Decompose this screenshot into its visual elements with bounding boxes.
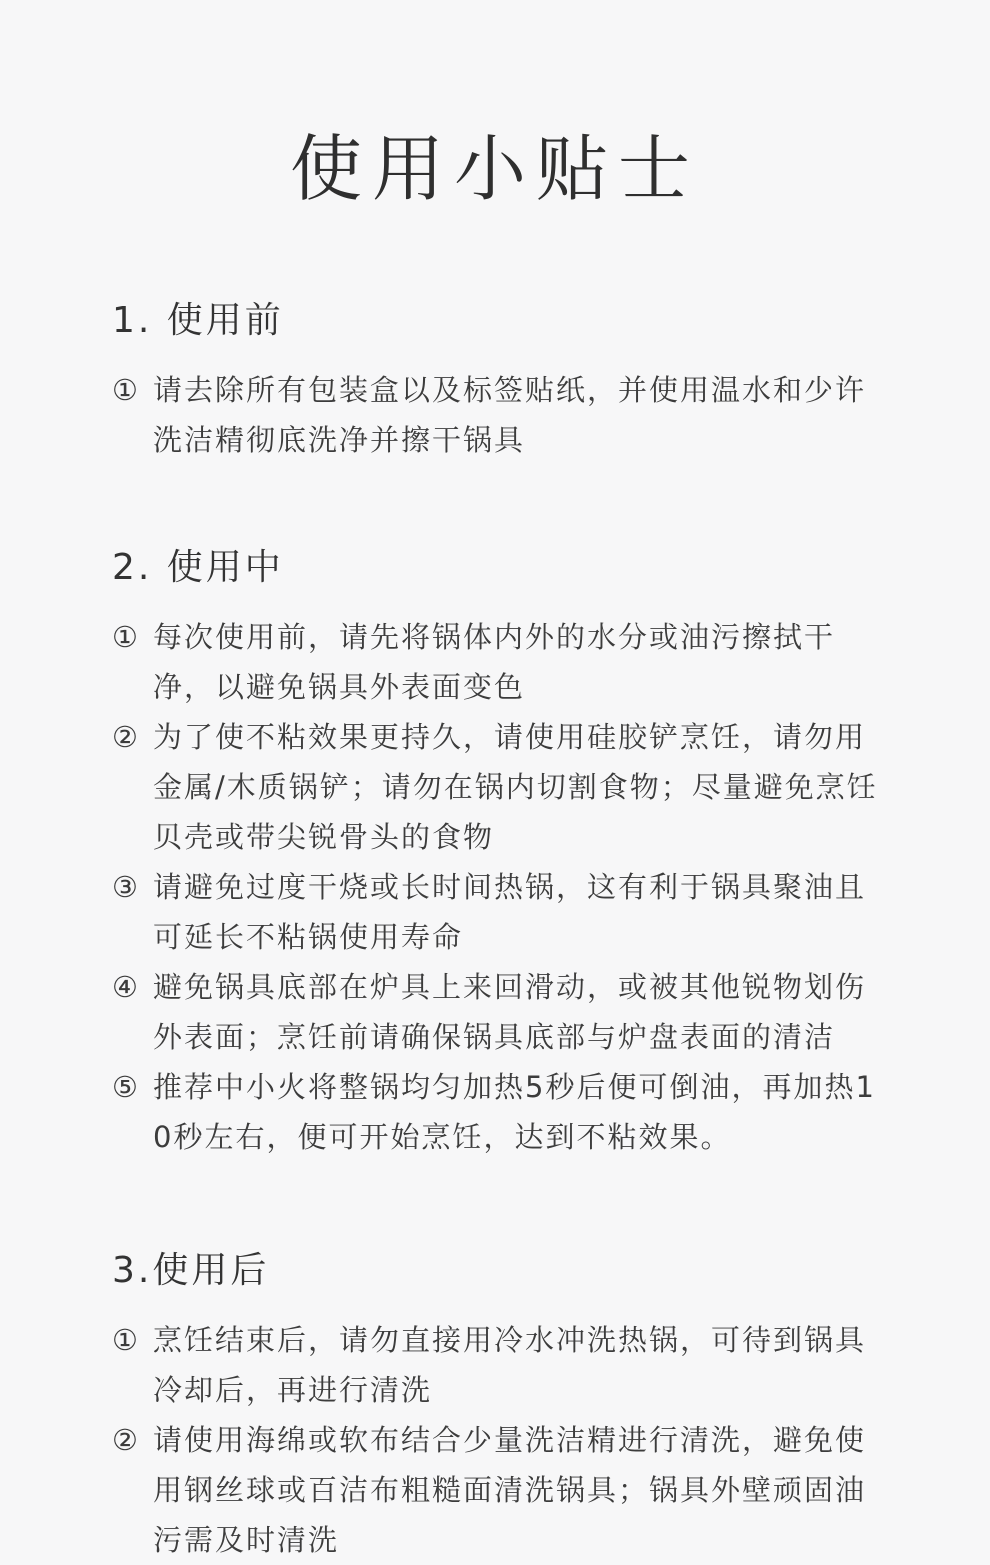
section-heading-after-use: 3.使用后 (112, 1250, 270, 1291)
item-number: ① (112, 373, 140, 407)
item-number: ② (112, 720, 140, 754)
item-text: 避免锅具底部在炉具上来回滑动，或被其他锐物划伤外表面；烹饪前请确保锅具底部与炉盘表面的清洁 (153, 970, 867, 1054)
list-item (112, 862, 892, 962)
item-text: 推荐中小火将整锅均匀加热5秒后便可倒油，再加热10秒左右，便可开始烹饪，达到不粘效果。 (153, 1070, 876, 1154)
item-text: 请使用海绵或软布结合少量洗洁精进行清洗，避免使用钢丝球或百洁布粗糙面清洗锅具；锅具外壁顽固油污需及时清洗 (153, 1423, 867, 1557)
list-item (112, 962, 892, 1062)
item-number: ② (112, 1423, 140, 1457)
item-number: ⑤ (112, 1070, 140, 1104)
list-item (112, 1062, 892, 1162)
item-number: ① (112, 620, 140, 654)
list-item (112, 365, 892, 465)
list-item (112, 1315, 892, 1415)
list-item (112, 712, 892, 862)
item-number: ① (112, 1323, 140, 1357)
list-item (112, 1415, 892, 1565)
list-item (112, 612, 892, 712)
section-heading-before-use: 1. 使用前 (112, 300, 284, 341)
section-heading-during-use: 2. 使用中 (112, 547, 284, 588)
item-number: ④ (112, 970, 140, 1004)
item-text: 请去除所有包装盒以及标签贴纸，并使用温水和少许洗洁精彻底洗净并擦干锅具 (153, 373, 867, 457)
item-text: 每次使用前，请先将锅体内外的水分或油污擦拭干净，以避免锅具外表面变色 (153, 620, 836, 704)
page-title: 使用小贴士 (289, 127, 700, 211)
item-text: 烹饪结束后，请勿直接用冷水冲洗热锅，可待到锅具冷却后，再进行清洗 (153, 1323, 867, 1407)
item-number: ③ (112, 870, 140, 904)
item-text: 请避免过度干烧或长时间热锅，这有利于锅具聚油且可延长不粘锅使用寿命 (153, 870, 867, 954)
item-text: 为了使不粘效果更持久，请使用硅胶铲烹饪，请勿用金属/木质锅铲；请勿在锅内切割食物；尽量避免烹饪贝壳或带尖锐骨头的食物 (153, 720, 878, 854)
